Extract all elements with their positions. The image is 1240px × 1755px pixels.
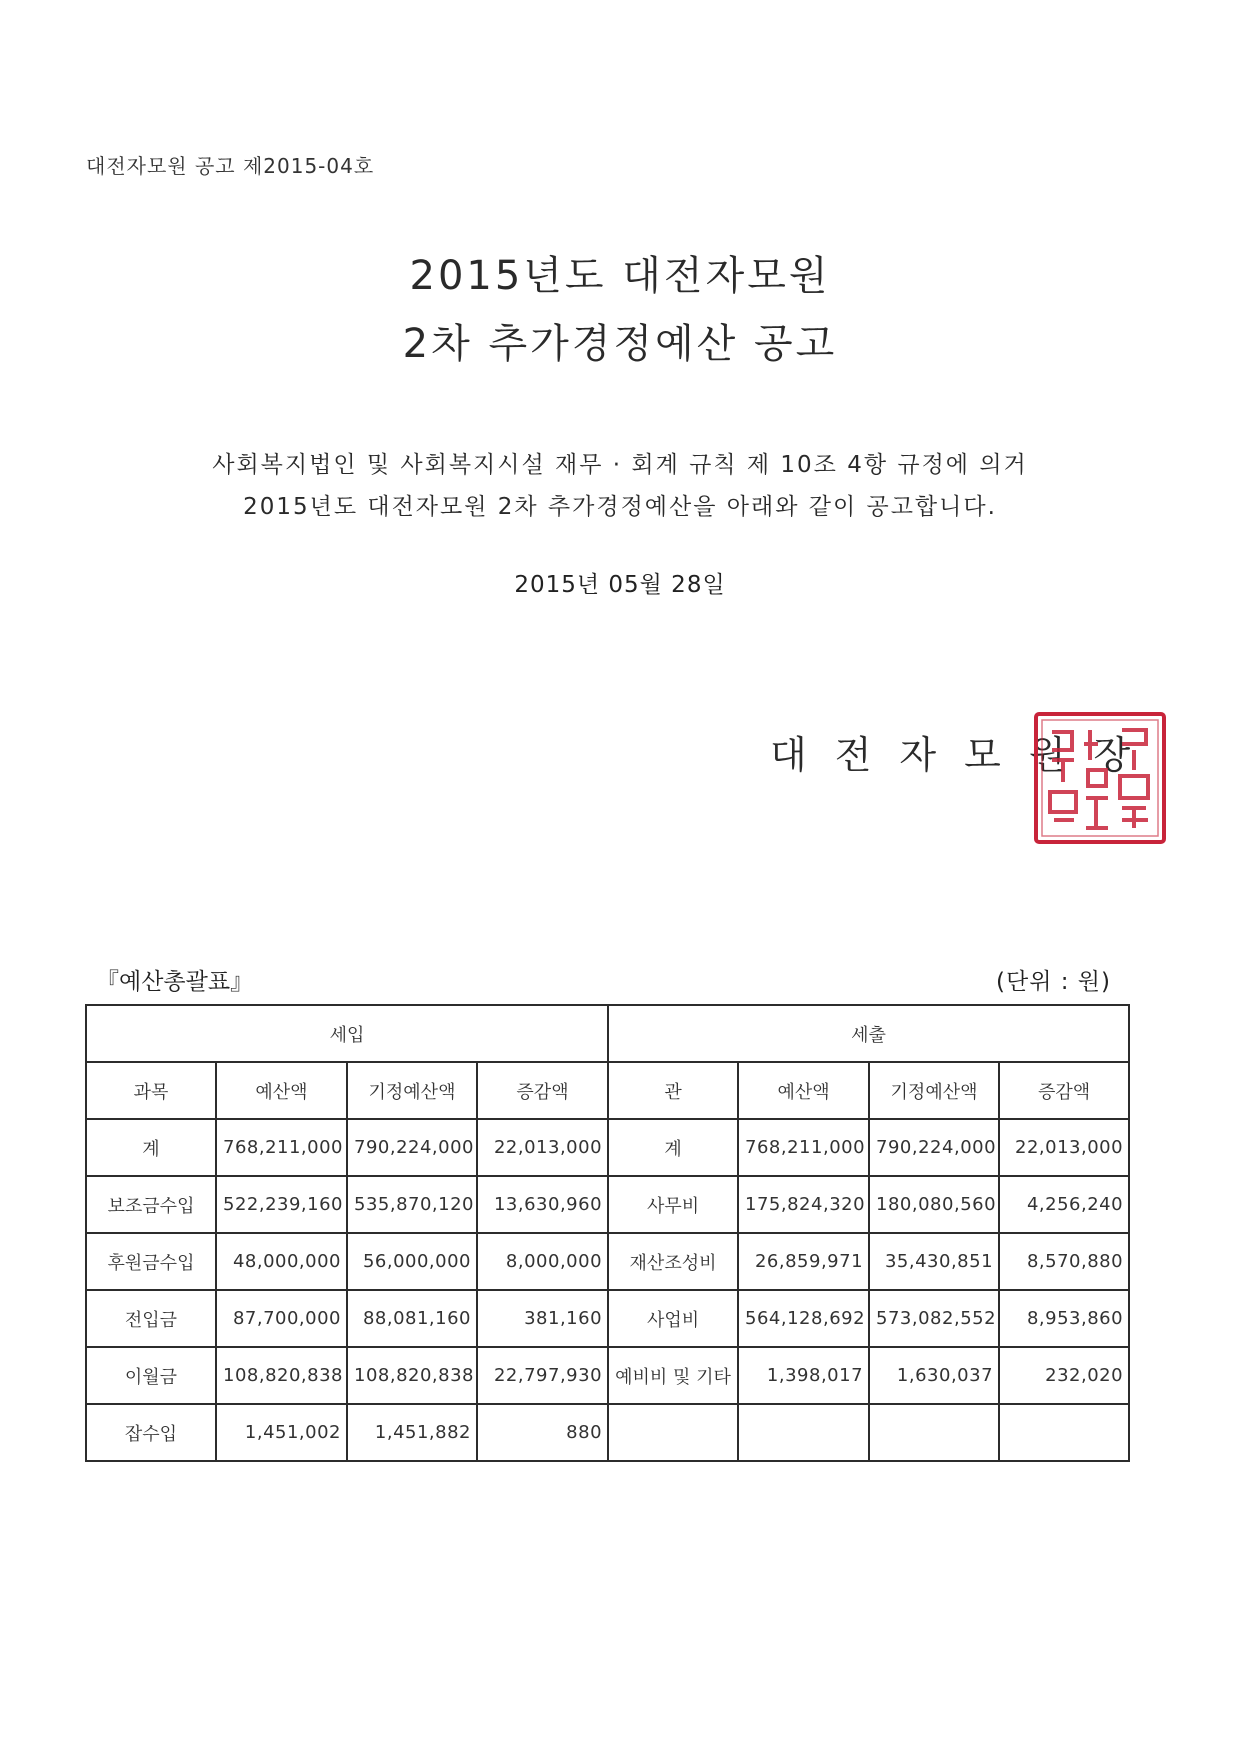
table-cell: 13,630,960 [477,1176,608,1233]
table-row [86,1404,1129,1461]
table-cell: 108,820,838 [216,1347,347,1404]
table-cell: 사업비 [608,1290,738,1347]
table-cell: 1,630,037 [869,1347,999,1404]
table-cell: 768,211,000 [738,1119,869,1176]
table-cell: 56,000,000 [347,1233,477,1290]
table-cell: 22,013,000 [477,1119,608,1176]
budget-summary-table [85,1004,1130,1462]
table-cell: 22,013,000 [999,1119,1129,1176]
table-row [86,1290,1129,1347]
table-column-header-row [86,1062,1129,1119]
column-header: 관 [608,1062,738,1119]
notice-number: 대전자모원 공고 제2015-04호 [86,154,375,178]
table-cell: 573,082,552 [869,1290,999,1347]
column-header: 기정예산액 [869,1062,999,1119]
page-title-line1: 2015년도 대전자모원 [409,253,831,299]
table-cell: 87,700,000 [216,1290,347,1347]
table-cell: 8,000,000 [477,1233,608,1290]
table-cell: 전입금 [86,1290,216,1347]
column-header: 예산액 [738,1062,869,1119]
body-text-line1: 사회복지법인 및 사회복지시설 재무 · 회계 규칙 제 10조 4항 규정에 의거 [212,452,1028,478]
table-cell: 381,160 [477,1290,608,1347]
table-cell: 232,020 [999,1347,1129,1404]
table-cell: 1,398,017 [738,1347,869,1404]
notice-date: 2015년 05월 28일 [514,572,726,598]
table-cell: 8,953,860 [999,1290,1129,1347]
table-row [86,1176,1129,1233]
table-cell [608,1404,738,1461]
table-row [86,1119,1129,1176]
column-header: 과목 [86,1062,216,1119]
table-row [86,1233,1129,1290]
table-cell [999,1404,1129,1461]
table-group-header-row [86,1005,1129,1062]
table-cell: 108,820,838 [347,1347,477,1404]
table-cell: 175,824,320 [738,1176,869,1233]
table-cell: 564,128,692 [738,1290,869,1347]
table-cell: 8,570,880 [999,1233,1129,1290]
table-cell: 180,080,560 [869,1176,999,1233]
column-header: 증감액 [999,1062,1129,1119]
income-header: 세입 [86,1005,608,1062]
table-cell: 535,870,120 [347,1176,477,1233]
column-header: 기정예산액 [347,1062,477,1119]
table-cell: 790,224,000 [347,1119,477,1176]
table-cell: 88,081,160 [347,1290,477,1347]
table-title: 『예산총괄표』 [96,969,254,995]
official-seal-icon [1032,710,1168,846]
table-cell: 790,224,000 [869,1119,999,1176]
table-cell: 잡수입 [86,1404,216,1461]
table-cell: 사무비 [608,1176,738,1233]
table-cell [869,1404,999,1461]
table-cell [738,1404,869,1461]
table-cell: 계 [608,1119,738,1176]
table-cell: 35,430,851 [869,1233,999,1290]
expense-header: 세출 [608,1005,1129,1062]
table-row [86,1347,1129,1404]
table-cell: 1,451,002 [216,1404,347,1461]
table-cell: 이월금 [86,1347,216,1404]
table-cell: 48,000,000 [216,1233,347,1290]
table-cell: 768,211,000 [216,1119,347,1176]
table-cell: 880 [477,1404,608,1461]
table-cell: 26,859,971 [738,1233,869,1290]
table-cell: 계 [86,1119,216,1176]
table-cell: 4,256,240 [999,1176,1129,1233]
table-cell: 22,797,930 [477,1347,608,1404]
table-cell: 522,239,160 [216,1176,347,1233]
page-title-line2: 2차 추가경정예산 공고 [402,321,838,367]
table-cell: 후원금수입 [86,1233,216,1290]
signer-name: 대전자모원장 [770,733,1159,777]
body-text-line2: 2015년도 대전자모원 2차 추가경정예산을 아래와 같이 공고합니다. [243,494,997,520]
table-cell: 보조금수입 [86,1176,216,1233]
unit-label: (단위 : 원) [996,969,1111,995]
table-cell: 1,451,882 [347,1404,477,1461]
column-header: 예산액 [216,1062,347,1119]
table-cell: 예비비 및 기타 [608,1347,738,1404]
column-header: 증감액 [477,1062,608,1119]
table-cell: 재산조성비 [608,1233,738,1290]
